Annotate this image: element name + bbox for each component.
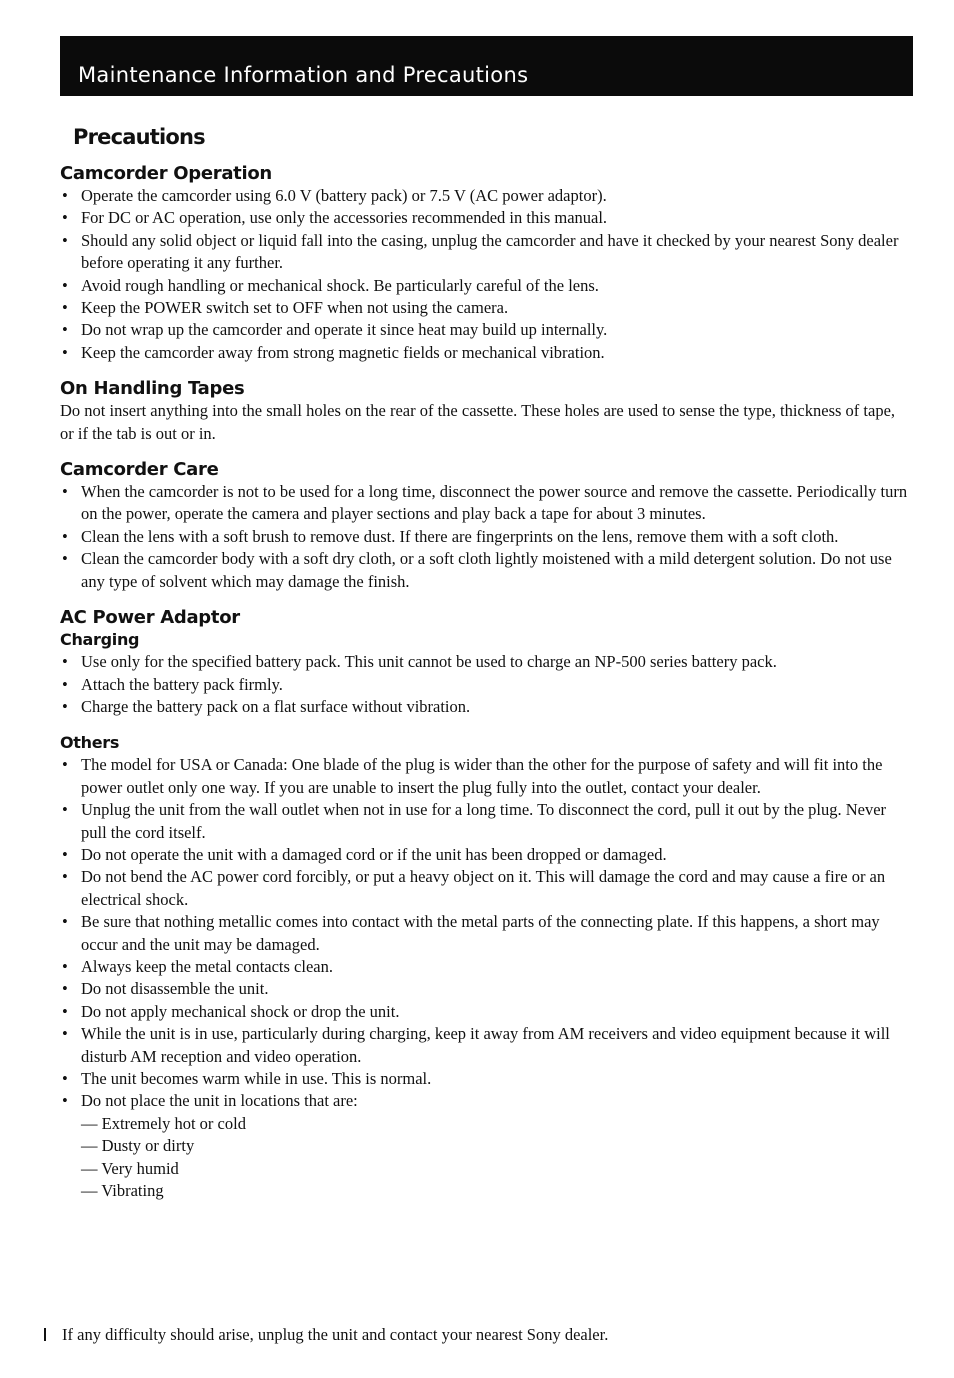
- list-item: • Clean the lens with a soft brush to remove dust. If there are fingerprints on the lens, remove them with a soft cloth.: [60, 526, 910, 548]
- list-item: • Do not operate the unit with a damaged cord or if the unit has been dropped or damaged.: [60, 844, 910, 866]
- margin-mark: [44, 1328, 46, 1341]
- camcorder-care-list: [60, 481, 910, 593]
- charging-heading: Charging: [60, 630, 140, 650]
- header-bar: [60, 36, 913, 96]
- camcorder-care-heading: Camcorder Care: [60, 459, 219, 481]
- ac-power-adaptor-section: [60, 607, 910, 1202]
- list-item: • Keep the POWER switch set to OFF when not using the camera.: [60, 297, 910, 319]
- handling-tapes-heading: On Handling Tapes: [60, 378, 245, 400]
- page-content: [60, 122, 910, 1202]
- list-item: • Do not apply mechanical shock or drop the unit.: [60, 1001, 910, 1023]
- precautions-title: Precautions: [73, 125, 205, 149]
- list-item: • Be sure that nothing metallic comes into contact with the metal parts of the connecting plate. If this happens, a short may occur and the unit may be damaged.: [60, 911, 910, 956]
- list-item: • Unplug the unit from the wall outlet when not in use for a long time. To disconnect the cord, pull it out by the plug. Never pull the cord itself.: [60, 799, 910, 844]
- list-item: • Use only for the specified battery pack. This unit cannot be used to charge an NP-500 series battery pack.: [60, 651, 910, 673]
- list-item: • Avoid rough handling or mechanical shock. Be particularly careful of the lens.: [60, 275, 910, 297]
- list-item: • While the unit is in use, particularly during charging, keep it away from AM receivers and video equipment because it will disturb AM reception and video operation.: [60, 1023, 910, 1068]
- list-item: • Attach the battery pack firmly.: [60, 674, 910, 696]
- list-item: • Charge the battery pack on a flat surface without vibration.: [60, 696, 910, 718]
- list-item: • Do not place the unit in locations that are:: [60, 1090, 910, 1112]
- others-heading: Others: [60, 733, 120, 753]
- handling-tapes-section: [60, 378, 910, 445]
- list-item: • The model for USA or Canada: One blade of the plug is wider than the other for the purpose of safety and will fit into the power outlet only one way. If you are unable to insert the plug fully into the outlet, contact your dealer.: [60, 754, 910, 799]
- location-item: — Very humid: [81, 1158, 179, 1178]
- location-item: — Dusty or dirty: [81, 1136, 195, 1156]
- camcorder-operation-heading: Camcorder Operation: [60, 163, 272, 184]
- camcorder-care-section: [60, 459, 910, 593]
- list-item: • Do not disassemble the unit.: [60, 978, 910, 1000]
- list-item: • When the camcorder is not to be used for a long time, disconnect the power source and remove the cassette. Periodically turn on the power, operate the camera and player sections and play back a tape for about 3 minutes.: [60, 481, 910, 526]
- list-item: • Clean the camcorder body with a soft dry cloth, or a soft cloth lightly moistened with a mild detergent solution. Do not use any type of solvent which may damage the finish.: [60, 548, 910, 593]
- footer-text: If any difficulty should arise, unplug the unit and contact your nearest Sony dealer.: [62, 1325, 609, 1344]
- list-item: • For DC or AC operation, use only the accessories recommended in this manual.: [60, 207, 910, 229]
- page-title: Maintenance Information and Precautions: [78, 63, 529, 87]
- footer-note: [44, 1324, 608, 1346]
- list-item: • Keep the camcorder away from strong magnetic fields or mechanical vibration.: [60, 342, 910, 364]
- list-item: • Do not bend the AC power cord forcibly, or put a heavy object on it. This will damage the cord and may cause a fire or an electrical shock.: [60, 866, 910, 911]
- location-item: — Extremely hot or cold: [81, 1113, 246, 1133]
- list-item: • Always keep the metal contacts clean.: [60, 956, 910, 978]
- camcorder-operation-section: [60, 163, 910, 364]
- locations-list: [60, 1113, 910, 1203]
- list-item: • Should any solid object or liquid fall into the casing, unplug the camcorder and have it checked by your nearest Sony dealer before operating it any further.: [60, 230, 910, 275]
- list-item: • The unit becomes warm while in use. This is normal.: [60, 1068, 910, 1090]
- camcorder-operation-list: [60, 185, 910, 364]
- others-list: [60, 754, 910, 1113]
- location-item: — Vibrating: [81, 1181, 164, 1201]
- ac-power-adaptor-heading: AC Power Adaptor: [60, 607, 240, 629]
- charging-list: [60, 651, 910, 718]
- list-item: • Operate the camcorder using 6.0 V (battery pack) or 7.5 V (AC power adaptor).: [60, 185, 910, 207]
- list-item: • Do not wrap up the camcorder and operate it since heat may build up internally.: [60, 319, 910, 341]
- handling-tapes-text: Do not insert anything into the small holes on the rear of the cassette. These holes are used to sense the type, thickness of tape, or if the tab is out or in.: [60, 401, 896, 443]
